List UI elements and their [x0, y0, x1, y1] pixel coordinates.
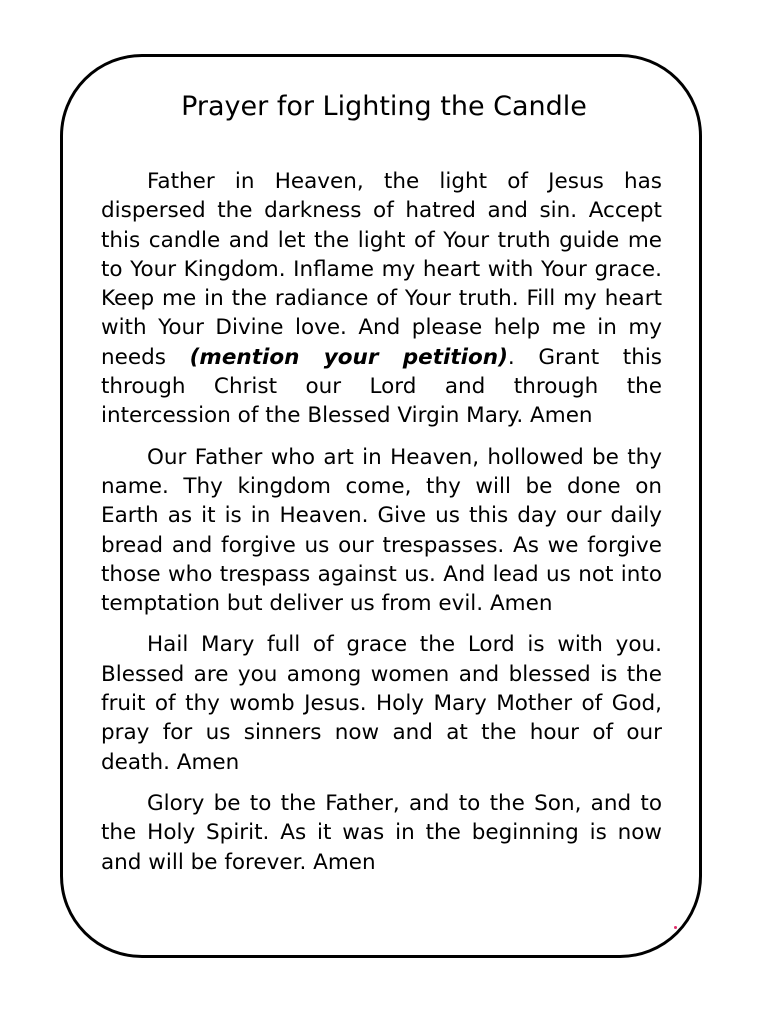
petition-placeholder: (mention your petition): [189, 344, 508, 370]
glory-be-paragraph: Glory be to the Father, and to the Son, and to the Holy Spirit. As it was in the beginning is now and will be forever. Amen: [101, 790, 662, 875]
prayer-body: [101, 167, 662, 889]
candle-prayer-text-start: Father in Heaven, the light of Jesus has dispersed the darkness of hatred and sin. Accept this candle and let the light of Your truth guide me to Your Kingdom. Inflame my heart with Your grace. Keep me in the radiance of Your truth. Fill my heart with Your Divine love. And please help me in my needs: [101, 169, 662, 370]
our-father-paragraph: Our Father who art in Heaven, hollowed be thy name. Thy kingdom come, thy will be done on Earth as it is in Heaven. Give us this day our daily bread and forgive us our trespasses. As we forgive those who trespass against us. And lead us not into temptation but deliver us from evil. Amen: [101, 444, 662, 617]
candle-prayer-paragraph: [101, 167, 662, 431]
page-title: Prayer for Lighting the Candle: [181, 91, 587, 122]
candle-prayer-text-end: . Grant this through Christ our Lord and through the intercession of the Blessed Virgin Mary. Amen: [101, 344, 663, 429]
hail-mary-paragraph: Hail Mary full of grace the Lord is with you. Blessed are you among women and blessed is the fruit of thy womb Jesus. Holy Mary Mother of God, pray for us sinners now and at the hour of our death. Amen: [101, 632, 662, 775]
stray-mark: [674, 926, 677, 929]
